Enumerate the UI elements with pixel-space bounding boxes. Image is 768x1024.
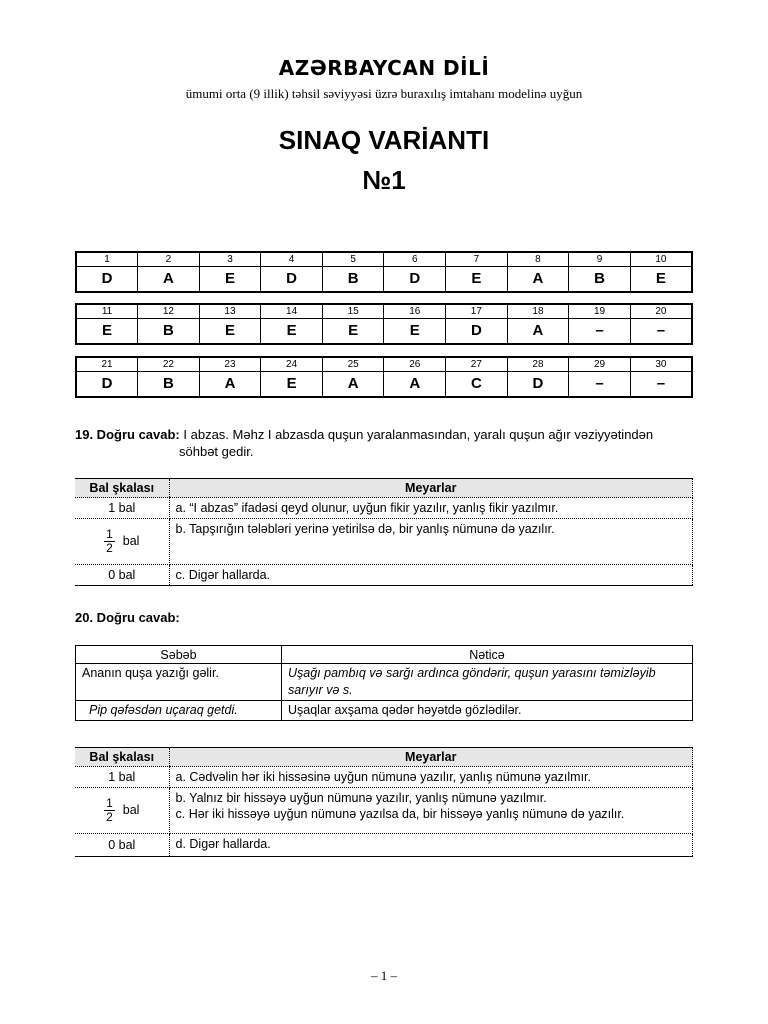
key-number: 14 xyxy=(261,304,323,319)
q19-answer-line xyxy=(75,426,653,443)
score-bal: 0 bal xyxy=(75,565,169,586)
q20-label: 20. Doğru cavab: xyxy=(75,610,180,625)
key-answer: E xyxy=(102,322,113,340)
key-number: 18 xyxy=(507,304,569,319)
subject-title: AZƏRBAYCAN DİLİ xyxy=(278,56,490,80)
key-number: 20 xyxy=(630,304,692,319)
q20-score-row-2 xyxy=(75,788,693,834)
key-answer: D xyxy=(101,375,113,393)
score-bal: 1 bal xyxy=(75,498,169,519)
key-answer-row xyxy=(76,319,692,344)
key-number: 28 xyxy=(507,357,569,372)
score-bal-half: $\frac{1}{2}$ bal xyxy=(75,519,169,565)
key-answer: E xyxy=(261,372,323,397)
key-number: 25 xyxy=(322,357,384,372)
fraction: $\frac{1}{2}$ xyxy=(106,527,113,555)
cause-cell: Ananın quşa yazığı gəlir. xyxy=(76,664,282,701)
score-criteria: c. Hər iki hissəyə uyğun nümunə yazılsa da, bir hissəyə yanlış nümunə də yazılır. xyxy=(175,807,625,821)
key-answer: – xyxy=(569,319,631,344)
q19-label: 19. Doğru cavab: xyxy=(75,427,180,442)
cause-header xyxy=(76,646,693,664)
score-bal: 1 bal xyxy=(75,767,169,788)
key-answer: C xyxy=(446,372,508,397)
key-number: 27 xyxy=(446,357,508,372)
score-criteria: d. Digər hallarda. xyxy=(169,834,693,857)
key-number: 6 xyxy=(384,252,446,267)
key-answer: D xyxy=(261,267,323,292)
result-cell: Uşağı pambıq və sarğı ardınca göndərir, quşun yarasını təmizləyib sarıyır və s. xyxy=(282,664,693,701)
result-col: Nəticə xyxy=(282,646,693,664)
key-answer: E xyxy=(446,267,508,292)
key-number: 15 xyxy=(322,304,384,319)
key-answer: A xyxy=(322,372,384,397)
key-answer: B xyxy=(138,319,200,344)
key-number: 10 xyxy=(630,252,692,267)
score-criteria: c. Digər hallarda. xyxy=(169,565,693,586)
variant-title: SINAQ VARİANTI xyxy=(278,125,490,155)
score-criteria: b. Tapşırığın tələbləri yerinə yetirilsə də, bir yanlış nümunə də yazılır. xyxy=(169,519,693,565)
q19-score-row-1 xyxy=(75,498,693,519)
key-answer: B xyxy=(138,372,200,397)
key-number: 4 xyxy=(261,252,323,267)
q19-score-header xyxy=(75,479,693,498)
key-answer: – xyxy=(569,372,631,397)
key-answer: E xyxy=(384,319,446,344)
fraction: $\frac{1}{2}$ xyxy=(106,796,113,824)
result-cell: Uşaqlar axşama qədər həyətdə gözlədilər. xyxy=(282,701,693,721)
key-number: 5 xyxy=(322,252,384,267)
score-col-bal: Bal şkalası xyxy=(75,479,169,498)
q20-score-row-3 xyxy=(75,834,693,857)
key-answer: – xyxy=(630,319,692,344)
q20-score-table xyxy=(75,747,693,857)
key-number: 1 xyxy=(76,252,138,267)
key-number-row xyxy=(76,252,692,267)
key-number: 24 xyxy=(261,357,323,372)
key-number: 13 xyxy=(199,304,261,319)
key-answer: E xyxy=(199,319,261,344)
key-number: 30 xyxy=(630,357,692,372)
key-number: 11 xyxy=(76,304,138,319)
cause-cell: Pip qəfəsdən uçaraq getdi. xyxy=(76,701,282,721)
score-col-criteria: Meyarlar xyxy=(169,479,693,498)
key-answer: A xyxy=(199,372,261,397)
key-number: 21 xyxy=(76,357,138,372)
score-col-bal: Bal şkalası xyxy=(75,748,169,767)
page-number: – 1 – xyxy=(371,968,397,983)
key-answer-row xyxy=(76,372,692,397)
key-answer: A xyxy=(507,267,569,292)
key-number: 9 xyxy=(569,252,631,267)
q19-score-row-2 xyxy=(75,519,693,565)
answer-key-table-1 xyxy=(75,251,693,293)
key-number: 12 xyxy=(138,304,200,319)
key-answer: E xyxy=(630,267,692,292)
score-bal-half: $\frac{1}{2}$ bal xyxy=(75,788,169,834)
key-answer: D xyxy=(507,372,569,397)
variant-number: №1 xyxy=(362,165,406,195)
score-criteria: a. Cədvəlin hər iki hissəsinə uyğun nümunə yazılır, yanlış nümunə yazılmır. xyxy=(169,767,693,788)
score-criteria: b. Yalnız bir hissəyə uyğun nümunə yazılır, yanlış nümunə yazılmır. xyxy=(175,791,547,805)
key-answer: E xyxy=(199,267,261,292)
key-number: 16 xyxy=(384,304,446,319)
q19-score-table xyxy=(75,478,693,586)
score-col-criteria: Meyarlar xyxy=(169,748,693,767)
key-number: 26 xyxy=(384,357,446,372)
cause-col: Səbəb xyxy=(76,646,282,664)
answer-key-table-3 xyxy=(75,356,693,398)
key-answer: D xyxy=(446,319,508,344)
key-number: 19 xyxy=(569,304,631,319)
score-criteria-multi xyxy=(169,788,693,834)
key-answer: A xyxy=(384,372,446,397)
key-answer: D xyxy=(384,267,446,292)
key-number: 7 xyxy=(446,252,508,267)
key-answer: A xyxy=(507,319,569,344)
key-number: 2 xyxy=(138,252,200,267)
key-number: 3 xyxy=(199,252,261,267)
score-bal: 0 bal xyxy=(75,834,169,857)
key-number: 23 xyxy=(199,357,261,372)
key-number: 22 xyxy=(138,357,200,372)
subject-subtitle: ümumi orta (9 illik) təhsil səviyyəsi üzrə buraxılış imtahanı modelinə uyğun xyxy=(185,86,583,101)
key-number: 17 xyxy=(446,304,508,319)
key-number-row xyxy=(76,357,692,372)
q19-text-line1: I abzas. Məhz I abzasda quşun yaralanmasından, yaralı quşun ağır vəziyyətindən xyxy=(183,427,654,442)
key-answer: – xyxy=(630,372,692,397)
key-answer: B xyxy=(569,267,631,292)
cause-row-1 xyxy=(76,664,693,701)
q20-score-header xyxy=(75,748,693,767)
key-answer-row xyxy=(76,267,692,292)
key-number-row xyxy=(76,304,692,319)
key-answer: A xyxy=(138,267,200,292)
key-answer: E xyxy=(322,319,384,344)
q19-score-row-3 xyxy=(75,565,693,586)
answer-key-table-2 xyxy=(75,303,693,345)
key-answer: E xyxy=(261,319,323,344)
q20-answer-line xyxy=(75,609,180,626)
key-answer: D xyxy=(101,270,113,288)
score-criteria: a. “I abzas” ifadəsi qeyd olunur, uyğun fikir yazılır, yanlış fikir yazılmır. xyxy=(169,498,693,519)
key-number: 8 xyxy=(507,252,569,267)
q20-score-row-1 xyxy=(75,767,693,788)
q20-cause-result-table xyxy=(75,645,693,721)
key-number: 29 xyxy=(569,357,631,372)
q19-text-line2: söhbət gedir. xyxy=(179,444,254,459)
cause-row-2 xyxy=(76,701,693,721)
key-answer: B xyxy=(322,267,384,292)
